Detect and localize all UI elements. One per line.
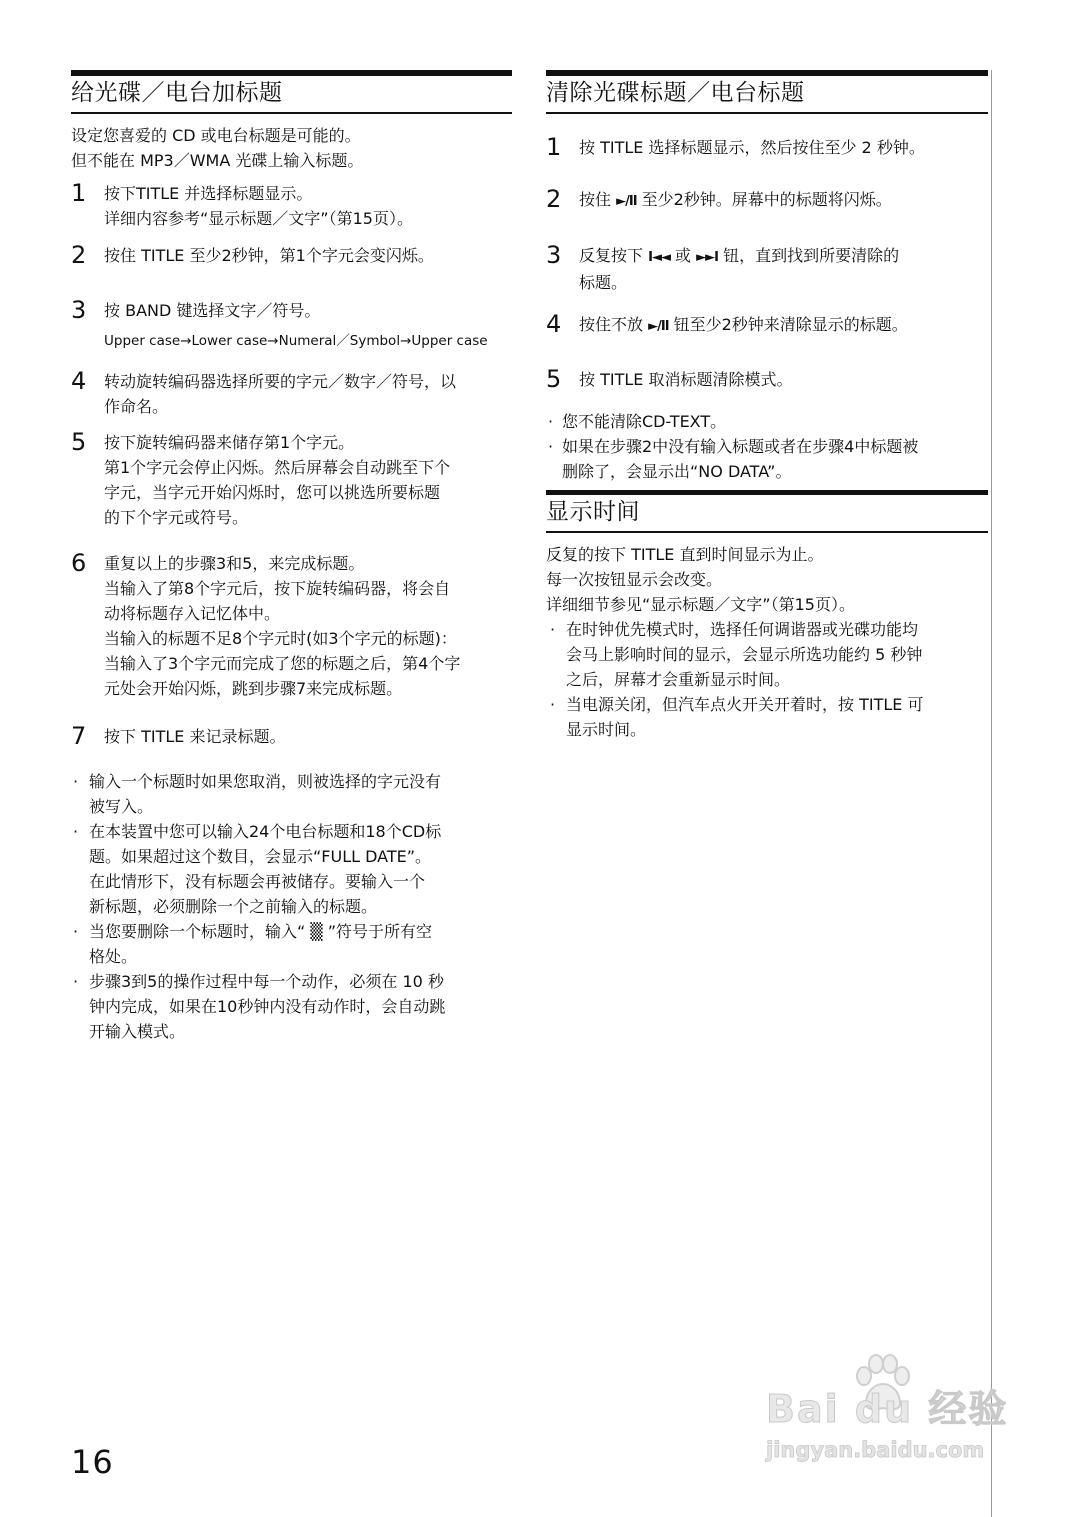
bullet-dot: ·	[73, 922, 79, 941]
note-text: 在本装置中您可以输入24个电台标题和18个CD标	[89, 822, 442, 841]
note-text: 删除了，会显示出“NO DATA”。	[562, 462, 792, 481]
step-number: 2	[71, 241, 87, 269]
step-text: 按住	[579, 190, 612, 209]
step-text: 元处会开始闪烁，跳到步骤7来完成标题。	[104, 679, 403, 698]
step-text: 的下个字元或符号。	[104, 508, 249, 527]
clear-title-notes	[546, 409, 988, 484]
step-number: 6	[71, 549, 87, 577]
section-title-clear-title: 清除光碟标题／电台标题	[546, 80, 805, 106]
clear-step-5	[546, 367, 988, 392]
note-text: 如果在步骤2中没有输入标题或者在步骤4中标题被	[562, 437, 919, 456]
step-number: 2	[546, 185, 562, 213]
step-text: 标题。	[579, 273, 628, 292]
note-text: 会马上影响时间的显示，会显示所选功能约 5 秒钟	[566, 645, 923, 664]
add-step-7	[71, 724, 512, 749]
note-text: 步骤3到5的操作过程中每一个动作，必须在 10 秒	[89, 972, 444, 991]
step-text: 当输入的标题不足8个字元时(如3个字元的标题)：	[104, 629, 457, 648]
add-step-3	[71, 298, 512, 351]
clear-step-4	[546, 312, 988, 339]
bullet-dot: ·	[550, 620, 556, 639]
step-text-line	[579, 312, 988, 339]
step-text: 动将标题存入记忆体中。	[104, 604, 281, 623]
note-item	[546, 617, 988, 692]
intro-line: 反复的按下 TITLE 直到时间显示为止。	[546, 545, 824, 564]
next-track-icon: ►►I	[696, 250, 718, 265]
add-step-1	[71, 181, 512, 231]
page-number: 16	[71, 1443, 114, 1481]
step-text: 当输入了第8个字元后，按下旋转编码器，将会自	[104, 579, 451, 598]
step-text: 当输入了3个字元而完成了您的标题之后，第4个字	[104, 654, 461, 673]
right-column	[546, 70, 988, 742]
step-number: 3	[71, 296, 87, 324]
step-number: 3	[546, 241, 562, 269]
intro-line: 详细细节参见“显示标题／文字”（第15页）。	[546, 595, 855, 614]
step-text: 反复按下	[579, 246, 644, 265]
step-text: 钮，直到找到所要清除的	[723, 246, 900, 265]
note-text: 输入一个标题时如果您取消，则被选择的字元没有	[89, 772, 442, 791]
play-pause-icon: ►/II	[648, 319, 669, 334]
show-time-intro	[546, 542, 988, 617]
step-number: 4	[71, 367, 87, 395]
note-item	[71, 969, 512, 1044]
clear-step-1	[546, 135, 988, 160]
step-number: 1	[71, 179, 87, 207]
note-text: 之后，屏幕才会重新显示时间。	[566, 670, 791, 689]
page-edge-rule	[991, 70, 992, 1517]
section-title-add-title: 给光碟／电台加标题	[71, 80, 283, 106]
note-text: 格处。	[89, 947, 138, 966]
show-time-notes	[546, 617, 988, 742]
note-item	[71, 769, 512, 819]
watermark-brand: Bai du 经验	[766, 1387, 1009, 1431]
add-step-6	[71, 551, 512, 701]
note-text: 在时钟优先模式时，选择任何调谐器或光碟功能均	[566, 620, 919, 639]
section-header-clear-title	[546, 70, 988, 114]
baidu-watermark	[766, 1360, 1011, 1480]
note-text: 钟内完成，如果在10秒钟内没有动作时，会自动跳	[89, 997, 446, 1016]
note-item	[546, 692, 988, 742]
note-text: 开输入模式。	[89, 1022, 186, 1041]
bullet-dot: ·	[550, 695, 556, 714]
step-text: 按 TITLE 取消标题清除模式。	[579, 370, 793, 389]
step-number: 4	[546, 310, 562, 338]
step-text: 详细内容参考“显示标题／文字”（第15页）。	[104, 209, 413, 228]
watermark-url: jingyan.baidu.com	[766, 1438, 985, 1462]
step-text: 按下 TITLE 来记录标题。	[104, 727, 286, 746]
step-text: 转动旋转编码器选择所要的字元／数字／符号，以	[104, 372, 457, 391]
note-text: 显示时间。	[566, 720, 647, 739]
step-text: 字元，当字元开始闪烁时，您可以挑选所要标题	[104, 483, 441, 502]
add-step-4	[71, 369, 512, 419]
section-title-show-time: 显示时间	[546, 499, 640, 525]
note-item	[71, 919, 512, 969]
step-number: 5	[71, 428, 87, 456]
note-text: 您不能清除CD-TEXT。	[562, 412, 727, 431]
clear-step-2	[546, 187, 988, 214]
note-text: 题。如果超过这个数目，会显示“FULL DATE”。	[89, 847, 432, 866]
step-text: 作命名。	[104, 397, 169, 416]
add-step-5	[71, 430, 512, 530]
bullet-dot: ·	[73, 972, 79, 991]
clear-step-3	[546, 243, 988, 295]
step-text: 或	[675, 246, 692, 265]
section-header-add-title	[71, 70, 512, 114]
note-text: 在此情形下，没有标题会再被储存。要输入一个	[89, 872, 426, 891]
step-text: 钮至少2秒钟来清除显示的标题。	[673, 315, 908, 334]
note-text: 当电源关闭，但汽车点火开关开着时，按 TITLE 可	[566, 695, 924, 714]
step-text: 至少2秒钟。屏幕中的标题将闪烁。	[641, 190, 892, 209]
section-header-show-time	[546, 490, 988, 533]
bullet-dot: ·	[548, 412, 554, 431]
step-text: 按 BAND 键选择文字／符号。	[104, 301, 321, 320]
step-text-line	[579, 243, 988, 270]
note-item	[71, 819, 512, 919]
left-column	[71, 70, 512, 1044]
previous-track-icon: I◄◄	[648, 250, 670, 265]
step-text: 重复以上的步骤3和5，来完成标题。	[104, 554, 365, 573]
play-pause-icon: ►/II	[616, 194, 637, 209]
step-text: 第1个字元会停止闪烁。然后屏幕会自动跳至下个	[104, 458, 451, 477]
add-title-intro	[71, 123, 512, 173]
bullet-dot: ·	[548, 437, 554, 456]
note-item	[546, 409, 988, 434]
intro-line: 设定您喜爱的 CD 或电台标题是可能的。	[71, 126, 361, 145]
note-item	[546, 434, 988, 484]
step-text: 按住 TITLE 至少2秒钟，第1个字元会变闪烁。	[104, 246, 434, 265]
step-text: 按下旋转编码器来储存第1个字元。	[104, 433, 355, 452]
step-number: 1	[546, 133, 562, 161]
case-sequence: Upper case→Lower case→Numeral／Symbol→Upper case	[104, 333, 488, 349]
step-text: 按下TITLE 并选择标题显示。	[104, 184, 313, 203]
add-step-2	[71, 243, 512, 268]
note-text: 当您要删除一个标题时，输入“ ▒ ”符号于所有空	[89, 922, 433, 941]
intro-line: 每一次按钮显示会改变。	[546, 570, 723, 589]
bullet-dot: ·	[73, 772, 79, 791]
bullet-dot: ·	[73, 822, 79, 841]
step-number: 7	[71, 722, 87, 750]
step-number: 5	[546, 365, 562, 393]
note-text: 新标题，必须删除一个之前输入的标题。	[89, 897, 378, 916]
note-text: 被写入。	[89, 797, 154, 816]
add-title-notes	[71, 769, 512, 1044]
step-text-line	[579, 187, 988, 214]
intro-line: 但不能在 MP3／WMA 光碟上输入标题。	[71, 151, 364, 170]
step-text: 按住不放	[579, 315, 644, 334]
step-text: 按 TITLE 选择标题显示，然后按住至少 2 秒钟。	[579, 138, 925, 157]
